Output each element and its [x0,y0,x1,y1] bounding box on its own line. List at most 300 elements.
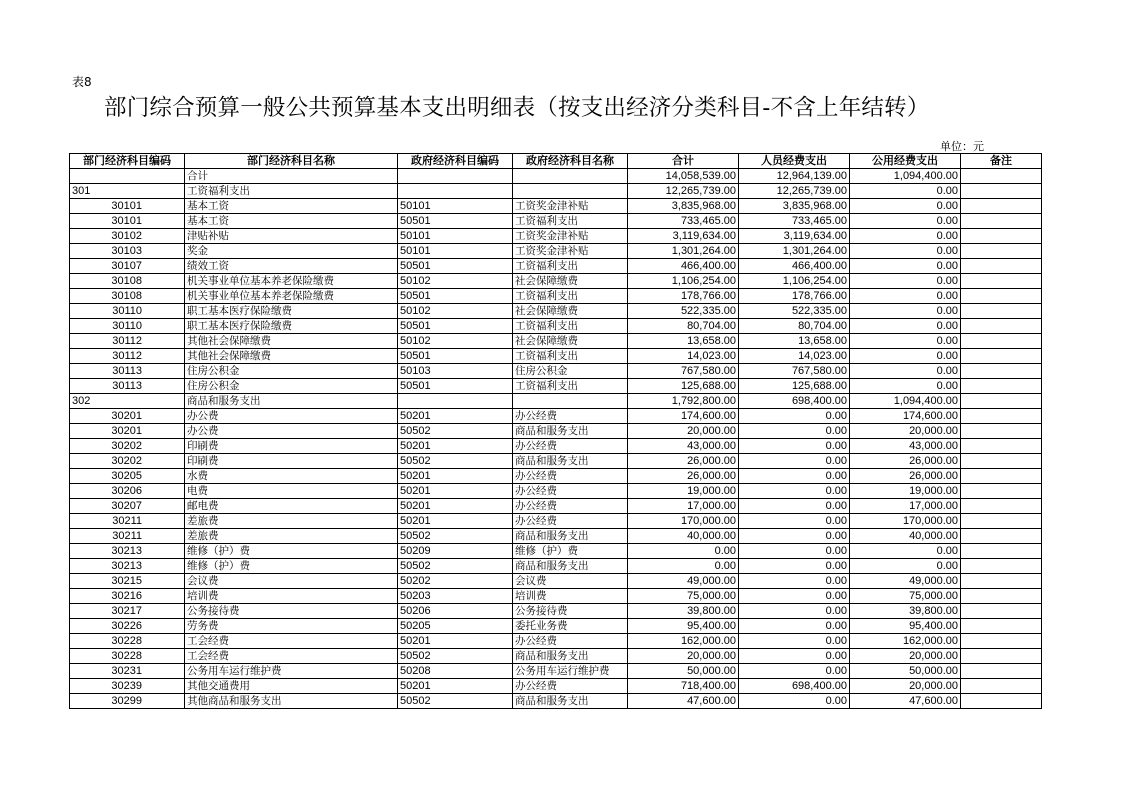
personnel-cell: 80,704.00 [739,319,850,334]
gov-code-cell: 50102 [398,274,513,289]
dept-code-cell: 30216 [70,589,185,604]
public-cell: 0.00 [850,274,961,289]
table-body [70,169,1042,709]
total-cell: 26,000.00 [628,454,739,469]
table-number: 表8 [72,75,92,89]
total-cell: 170,000.00 [628,514,739,529]
table-row [70,214,1042,229]
personnel-cell: 522,335.00 [739,304,850,319]
gov-name-cell: 办公经费 [513,679,628,694]
note-cell [961,679,1042,694]
dept-name-cell: 基本工资 [185,214,398,229]
gov-code-cell: 50205 [398,619,513,634]
gov-code-cell: 50502 [398,559,513,574]
gov-name-cell: 社会保障缴费 [513,334,628,349]
total-cell: 0.00 [628,544,739,559]
personnel-cell: 0.00 [739,664,850,679]
dept-name-cell: 机关事业单位基本养老保险缴费 [185,289,398,304]
col-header-public: 公用经费支出 [850,154,961,169]
public-cell: 0.00 [850,559,961,574]
note-cell [961,259,1042,274]
personnel-cell: 0.00 [739,514,850,529]
dept-name-cell: 维修（护）费 [185,559,398,574]
dept-name-cell: 职工基本医疗保险缴费 [185,319,398,334]
total-cell: 75,000.00 [628,589,739,604]
table-row [70,274,1042,289]
dept-name-cell: 绩效工资 [185,259,398,274]
personnel-cell: 0.00 [739,439,850,454]
gov-code-cell: 50501 [398,289,513,304]
table-row [70,589,1042,604]
dept-code-cell: 30299 [70,694,185,709]
gov-name-cell: 公务接待费 [513,604,628,619]
gov-code-cell: 50501 [398,259,513,274]
gov-code-cell: 50501 [398,379,513,394]
total-cell: 1,792,800.00 [628,394,739,409]
total-cell: 767,580.00 [628,364,739,379]
public-cell: 26,000.00 [850,469,961,484]
dept-code-cell: 30112 [70,349,185,364]
gov-code-cell: 50102 [398,304,513,319]
public-cell: 0.00 [850,289,961,304]
table-row [70,199,1042,214]
personnel-cell: 1,106,254.00 [739,274,850,289]
gov-code-cell: 50201 [398,484,513,499]
dept-name-cell: 工资福利支出 [185,184,398,199]
dept-name-cell: 会议费 [185,574,398,589]
dept-code-cell: 30102 [70,229,185,244]
dept-code-cell: 30213 [70,559,185,574]
gov-name-cell: 会议费 [513,574,628,589]
personnel-cell: 0.00 [739,694,850,709]
dept-name-cell: 机关事业单位基本养老保险缴费 [185,274,398,289]
gov-name-cell: 委托业务费 [513,619,628,634]
personnel-cell: 13,658.00 [739,334,850,349]
dept-code-cell: 30226 [70,619,185,634]
gov-name-cell [513,169,628,184]
public-cell: 20,000.00 [850,679,961,694]
table-row [70,469,1042,484]
dept-code-cell: 30101 [70,214,185,229]
col-header-gov-code: 政府经济科目编码 [398,154,513,169]
gov-name-cell: 商品和服务支出 [513,424,628,439]
note-cell [961,469,1042,484]
dept-code-cell: 30108 [70,274,185,289]
total-cell: 0.00 [628,559,739,574]
gov-name-cell: 社会保障缴费 [513,274,628,289]
personnel-cell: 0.00 [739,499,850,514]
gov-code-cell: 50502 [398,649,513,664]
gov-name-cell [513,394,628,409]
public-cell: 20,000.00 [850,424,961,439]
dept-name-cell: 印刷费 [185,439,398,454]
gov-name-cell: 商品和服务支出 [513,559,628,574]
personnel-cell: 0.00 [739,529,850,544]
total-cell: 125,688.00 [628,379,739,394]
public-cell: 174,600.00 [850,409,961,424]
gov-code-cell: 50101 [398,244,513,259]
col-header-dept-name: 部门经济科目名称 [185,154,398,169]
col-header-dept-code: 部门经济科目编码 [70,154,185,169]
public-cell: 170,000.00 [850,514,961,529]
col-header-personnel: 人员经费支出 [739,154,850,169]
gov-name-cell: 办公经费 [513,499,628,514]
gov-name-cell: 社会保障缴费 [513,304,628,319]
personnel-cell: 0.00 [739,559,850,574]
total-cell: 95,400.00 [628,619,739,634]
gov-code-cell: 50103 [398,364,513,379]
note-cell [961,664,1042,679]
public-cell: 0.00 [850,334,961,349]
public-cell: 40,000.00 [850,529,961,544]
table-row [70,319,1042,334]
total-cell: 178,766.00 [628,289,739,304]
gov-code-cell: 50502 [398,424,513,439]
public-cell: 0.00 [850,349,961,364]
gov-code-cell: 50101 [398,199,513,214]
public-cell: 43,000.00 [850,439,961,454]
total-cell: 162,000.00 [628,634,739,649]
table-row [70,514,1042,529]
total-cell: 19,000.00 [628,484,739,499]
gov-name-cell: 工资福利支出 [513,379,628,394]
table-row [70,604,1042,619]
personnel-cell: 12,964,139.00 [739,169,850,184]
public-cell: 0.00 [850,229,961,244]
public-cell: 26,000.00 [850,454,961,469]
gov-name-cell: 办公经费 [513,439,628,454]
note-cell [961,334,1042,349]
personnel-cell: 0.00 [739,544,850,559]
note-cell [961,184,1042,199]
public-cell: 75,000.00 [850,589,961,604]
table-row [70,259,1042,274]
personnel-cell: 733,465.00 [739,214,850,229]
table-header-row [70,154,1042,169]
dept-code-cell: 30239 [70,679,185,694]
public-cell: 0.00 [850,319,961,334]
table-row [70,439,1042,454]
personnel-cell: 767,580.00 [739,364,850,379]
gov-name-cell: 办公经费 [513,409,628,424]
dept-name-cell: 住房公积金 [185,364,398,379]
dept-name-cell: 印刷费 [185,454,398,469]
note-cell [961,274,1042,289]
gov-name-cell: 工资福利支出 [513,289,628,304]
dept-code-cell: 30228 [70,649,185,664]
gov-name-cell: 工资福利支出 [513,259,628,274]
total-cell: 17,000.00 [628,499,739,514]
table-row [70,244,1042,259]
gov-name-cell: 培训费 [513,589,628,604]
dept-code-cell: 30112 [70,334,185,349]
note-cell [961,214,1042,229]
note-cell [961,169,1042,184]
col-header-total: 合计 [628,154,739,169]
gov-code-cell: 50201 [398,439,513,454]
gov-code-cell: 50502 [398,694,513,709]
note-cell [961,409,1042,424]
total-cell: 14,023.00 [628,349,739,364]
gov-code-cell [398,184,513,199]
gov-name-cell: 商品和服务支出 [513,649,628,664]
table-row [70,664,1042,679]
dept-name-cell: 商品和服务支出 [185,394,398,409]
public-cell: 0.00 [850,259,961,274]
note-cell [961,514,1042,529]
dept-name-cell: 其他社会保障缴费 [185,349,398,364]
table-row [70,634,1042,649]
table-row [70,499,1042,514]
col-header-gov-name: 政府经济科目名称 [513,154,628,169]
table-row [70,364,1042,379]
note-cell [961,379,1042,394]
dept-code-cell: 30201 [70,409,185,424]
table-row [70,619,1042,634]
dept-name-cell: 职工基本医疗保险缴费 [185,304,398,319]
table-row [70,379,1042,394]
public-cell: 47,600.00 [850,694,961,709]
personnel-cell: 0.00 [739,649,850,664]
gov-name-cell: 商品和服务支出 [513,454,628,469]
note-cell [961,529,1042,544]
table-row [70,394,1042,409]
total-cell: 522,335.00 [628,304,739,319]
dept-code-cell: 30202 [70,439,185,454]
public-cell: 95,400.00 [850,619,961,634]
table-row [70,304,1042,319]
gov-name-cell: 工资福利支出 [513,214,628,229]
personnel-cell: 698,400.00 [739,679,850,694]
dept-name-cell: 培训费 [185,589,398,604]
public-cell: 0.00 [850,544,961,559]
dept-code-cell: 302 [70,394,185,409]
total-cell: 50,000.00 [628,664,739,679]
dept-code-cell: 30113 [70,379,185,394]
gov-name-cell: 商品和服务支出 [513,529,628,544]
personnel-cell: 466,400.00 [739,259,850,274]
dept-code-cell: 30205 [70,469,185,484]
note-cell [961,634,1042,649]
dept-name-cell: 维修（护）费 [185,544,398,559]
dept-name-cell: 水费 [185,469,398,484]
gov-code-cell: 50501 [398,319,513,334]
dept-name-cell: 办公费 [185,409,398,424]
public-cell: 19,000.00 [850,484,961,499]
note-cell [961,199,1042,214]
note-cell [961,364,1042,379]
dept-name-cell: 办公费 [185,424,398,439]
gov-code-cell: 50501 [398,349,513,364]
table-row [70,184,1042,199]
note-cell [961,244,1042,259]
personnel-cell: 0.00 [739,604,850,619]
public-cell: 39,800.00 [850,604,961,619]
note-cell [961,619,1042,634]
public-cell: 0.00 [850,214,961,229]
note-cell [961,559,1042,574]
public-cell: 49,000.00 [850,574,961,589]
gov-code-cell [398,394,513,409]
note-cell [961,574,1042,589]
personnel-cell: 0.00 [739,634,850,649]
table-row [70,349,1042,364]
table-row [70,409,1042,424]
gov-name-cell: 维修（护）费 [513,544,628,559]
dept-name-cell: 工会经费 [185,634,398,649]
total-cell: 1,106,254.00 [628,274,739,289]
note-cell [961,649,1042,664]
total-cell: 13,658.00 [628,334,739,349]
dept-code-cell [70,169,185,184]
gov-code-cell: 50501 [398,214,513,229]
table-row [70,334,1042,349]
table-row [70,649,1042,664]
personnel-cell: 12,265,739.00 [739,184,850,199]
gov-code-cell: 50202 [398,574,513,589]
note-cell [961,349,1042,364]
public-cell: 1,094,400.00 [850,394,961,409]
public-cell: 0.00 [850,379,961,394]
total-cell: 47,600.00 [628,694,739,709]
personnel-cell: 0.00 [739,469,850,484]
public-cell: 162,000.00 [850,634,961,649]
table-row [70,289,1042,304]
gov-name-cell: 工资福利支出 [513,319,628,334]
total-cell: 49,000.00 [628,574,739,589]
total-cell: 733,465.00 [628,214,739,229]
gov-code-cell: 50101 [398,229,513,244]
dept-code-cell: 30211 [70,529,185,544]
note-cell [961,499,1042,514]
note-cell [961,439,1042,454]
gov-name-cell [513,184,628,199]
gov-name-cell: 办公经费 [513,634,628,649]
public-cell: 20,000.00 [850,649,961,664]
table-row [70,694,1042,709]
total-cell: 14,058,539.00 [628,169,739,184]
note-cell [961,604,1042,619]
note-cell [961,454,1042,469]
note-cell [961,544,1042,559]
public-cell: 50,000.00 [850,664,961,679]
gov-name-cell: 办公经费 [513,484,628,499]
dept-code-cell: 30107 [70,259,185,274]
dept-code-cell: 30231 [70,664,185,679]
dept-code-cell: 30207 [70,499,185,514]
gov-code-cell: 50201 [398,514,513,529]
col-header-note: 备注 [961,154,1042,169]
total-cell: 39,800.00 [628,604,739,619]
dept-code-cell: 30213 [70,544,185,559]
table-row [70,559,1042,574]
page-title: 部门综合预算一般公共预算基本支出明细表（按支出经济分类科目-不含上年结转） [104,95,930,121]
dept-code-cell: 30228 [70,634,185,649]
gov-name-cell: 工资奖金津补贴 [513,244,628,259]
personnel-cell: 3,119,634.00 [739,229,850,244]
table-row [70,679,1042,694]
dept-code-cell: 30110 [70,319,185,334]
personnel-cell: 0.00 [739,619,850,634]
dept-name-cell: 合计 [185,169,398,184]
note-cell [961,589,1042,604]
personnel-cell: 0.00 [739,589,850,604]
dept-code-cell: 30211 [70,514,185,529]
table-row [70,424,1042,439]
table-row [70,229,1042,244]
dept-name-cell: 其他交通费用 [185,679,398,694]
dept-name-cell: 其他社会保障缴费 [185,334,398,349]
gov-code-cell: 50502 [398,454,513,469]
dept-name-cell: 津贴补贴 [185,229,398,244]
gov-code-cell: 50206 [398,604,513,619]
personnel-cell: 0.00 [739,454,850,469]
gov-name-cell: 工资奖金津补贴 [513,199,628,214]
total-cell: 26,000.00 [628,469,739,484]
dept-code-cell: 30206 [70,484,185,499]
gov-code-cell: 50209 [398,544,513,559]
personnel-cell: 0.00 [739,424,850,439]
dept-name-cell: 差旅费 [185,529,398,544]
dept-code-cell: 30110 [70,304,185,319]
personnel-cell: 3,835,968.00 [739,199,850,214]
table-row [70,169,1042,184]
gov-code-cell: 50201 [398,469,513,484]
dept-code-cell: 301 [70,184,185,199]
note-cell [961,229,1042,244]
gov-code-cell: 50201 [398,679,513,694]
gov-code-cell: 50502 [398,529,513,544]
personnel-cell: 14,023.00 [739,349,850,364]
gov-name-cell: 工资福利支出 [513,349,628,364]
note-cell [961,319,1042,334]
gov-name-cell: 办公经费 [513,514,628,529]
total-cell: 466,400.00 [628,259,739,274]
gov-code-cell: 50203 [398,589,513,604]
personnel-cell: 178,766.00 [739,289,850,304]
total-cell: 40,000.00 [628,529,739,544]
total-cell: 3,119,634.00 [628,229,739,244]
dept-code-cell: 30101 [70,199,185,214]
gov-name-cell: 办公经费 [513,469,628,484]
unit-label: 单位：元 [940,140,984,153]
dept-code-cell: 30113 [70,364,185,379]
dept-code-cell: 30202 [70,454,185,469]
gov-code-cell: 50201 [398,499,513,514]
dept-name-cell: 邮电费 [185,499,398,514]
dept-name-cell: 电费 [185,484,398,499]
public-cell: 1,094,400.00 [850,169,961,184]
public-cell: 0.00 [850,244,961,259]
total-cell: 80,704.00 [628,319,739,334]
note-cell [961,394,1042,409]
table-row [70,484,1042,499]
public-cell: 0.00 [850,184,961,199]
dept-name-cell: 公务接待费 [185,604,398,619]
dept-code-cell: 30108 [70,289,185,304]
gov-name-cell: 住房公积金 [513,364,628,379]
table-row [70,454,1042,469]
public-cell: 17,000.00 [850,499,961,514]
dept-code-cell: 30201 [70,424,185,439]
budget-table [69,153,1042,709]
public-cell: 0.00 [850,304,961,319]
gov-code-cell: 50201 [398,409,513,424]
personnel-cell: 125,688.00 [739,379,850,394]
total-cell: 1,301,264.00 [628,244,739,259]
total-cell: 20,000.00 [628,649,739,664]
dept-code-cell: 30217 [70,604,185,619]
